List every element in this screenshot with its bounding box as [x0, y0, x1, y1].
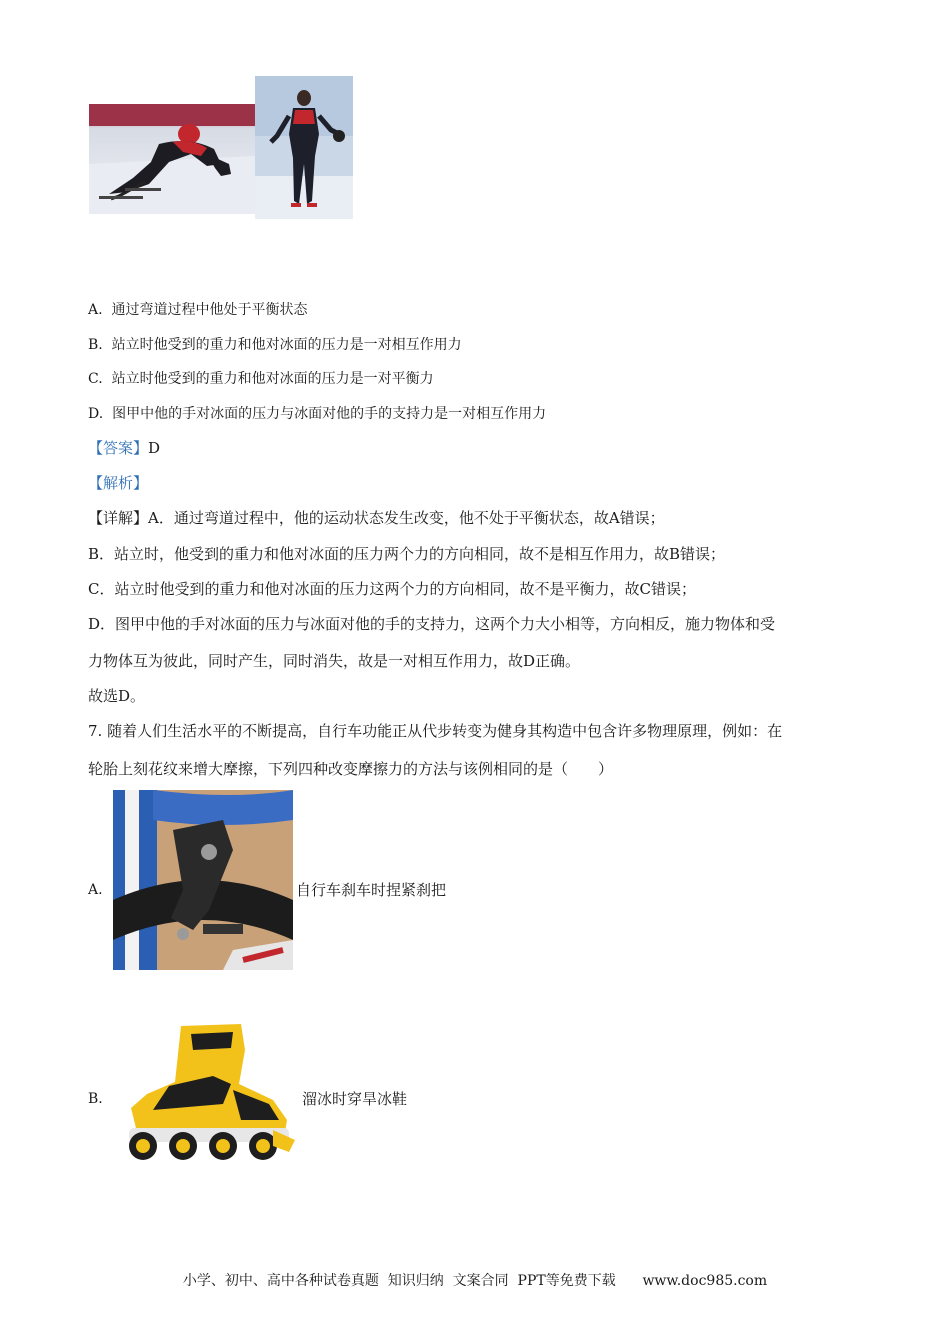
answer-line: [88, 438, 160, 458]
option-q6-d: [88, 404, 546, 424]
footer-banner: 小学、初中、高中各种试卷真题 知识归纳 文案合同 PPT等免费下载 www.doc985.com: [182, 1273, 768, 1289]
q7-option-b-label: B.: [88, 1091, 103, 1107]
detail-line-2: B．站立时，他受到的重力和他对冰面的压力两个力的方向相同，故不是相互作用力，故B错误；: [88, 545, 726, 563]
detail-line-4: D．图甲中他的手对冰面的压力与冰面对他的手的支持力，这两个力大小相等，方向相反，施力物体和受: [88, 615, 776, 633]
q7-option-b-text: 溜冰时穿旱冰鞋: [302, 1090, 408, 1108]
detail-text: A．通过弯道过程中，他的运动状态发生改变，他不处于平衡状态，故A错误；: [148, 509, 665, 527]
answer-value: D: [148, 439, 161, 457]
detail-tag: 【详解】: [88, 509, 149, 527]
option-label: C.: [88, 371, 103, 387]
detail-line-5: 力物体互为彼此，同时产生，同时消失，故是一对相互作用力，故D正确。: [88, 652, 581, 670]
option-label: B.: [88, 337, 103, 353]
option-q6-c: [88, 369, 434, 389]
detail-line-3: C．站立时他受到的重力和他对冰面的压力这两个力的方向相同，故不是平衡力，故C错误；: [88, 580, 696, 598]
skater-standing-image: [255, 76, 353, 219]
analysis-tag: 【解析】: [88, 474, 149, 492]
option-text: 图甲中他的手对冰面的压力与冰面对他的手的支持力是一对相互作用力: [112, 406, 547, 422]
skater-cornering-image: [89, 104, 255, 214]
option-q6-b: [88, 335, 462, 355]
detail-conclusion: 故选D。: [88, 687, 146, 705]
option-label: A.: [88, 302, 103, 318]
q7-option-a-text: 自行车刹车时捏紧刹把: [296, 881, 447, 899]
detail-line-1: [88, 508, 665, 528]
option-text: 站立时他受到的重力和他对冰面的压力是一对相互作用力: [111, 337, 462, 353]
q7-stem-line-2: 轮胎上刻花纹来增大摩擦，下列四种改变摩擦力的方法与该例相同的是（ ）: [88, 760, 614, 778]
option-q6-a: [88, 300, 307, 320]
inline-skate-image: [113, 1020, 298, 1168]
option-label: D.: [88, 406, 104, 422]
q7-stem-line-1: 7. 随着人们生活水平的不断提高，自行车功能正从代步转变为健身其构造中包含许多物理原理，例如：在: [88, 722, 783, 740]
option-text: 通过弯道过程中他处于平衡状态: [111, 302, 308, 318]
q7-option-a-label: A.: [88, 882, 103, 898]
bicycle-brake-image: [113, 790, 293, 970]
answer-tag: 【答案】: [88, 439, 149, 457]
option-text: 站立时他受到的重力和他对冰面的压力是一对平衡力: [111, 371, 434, 387]
